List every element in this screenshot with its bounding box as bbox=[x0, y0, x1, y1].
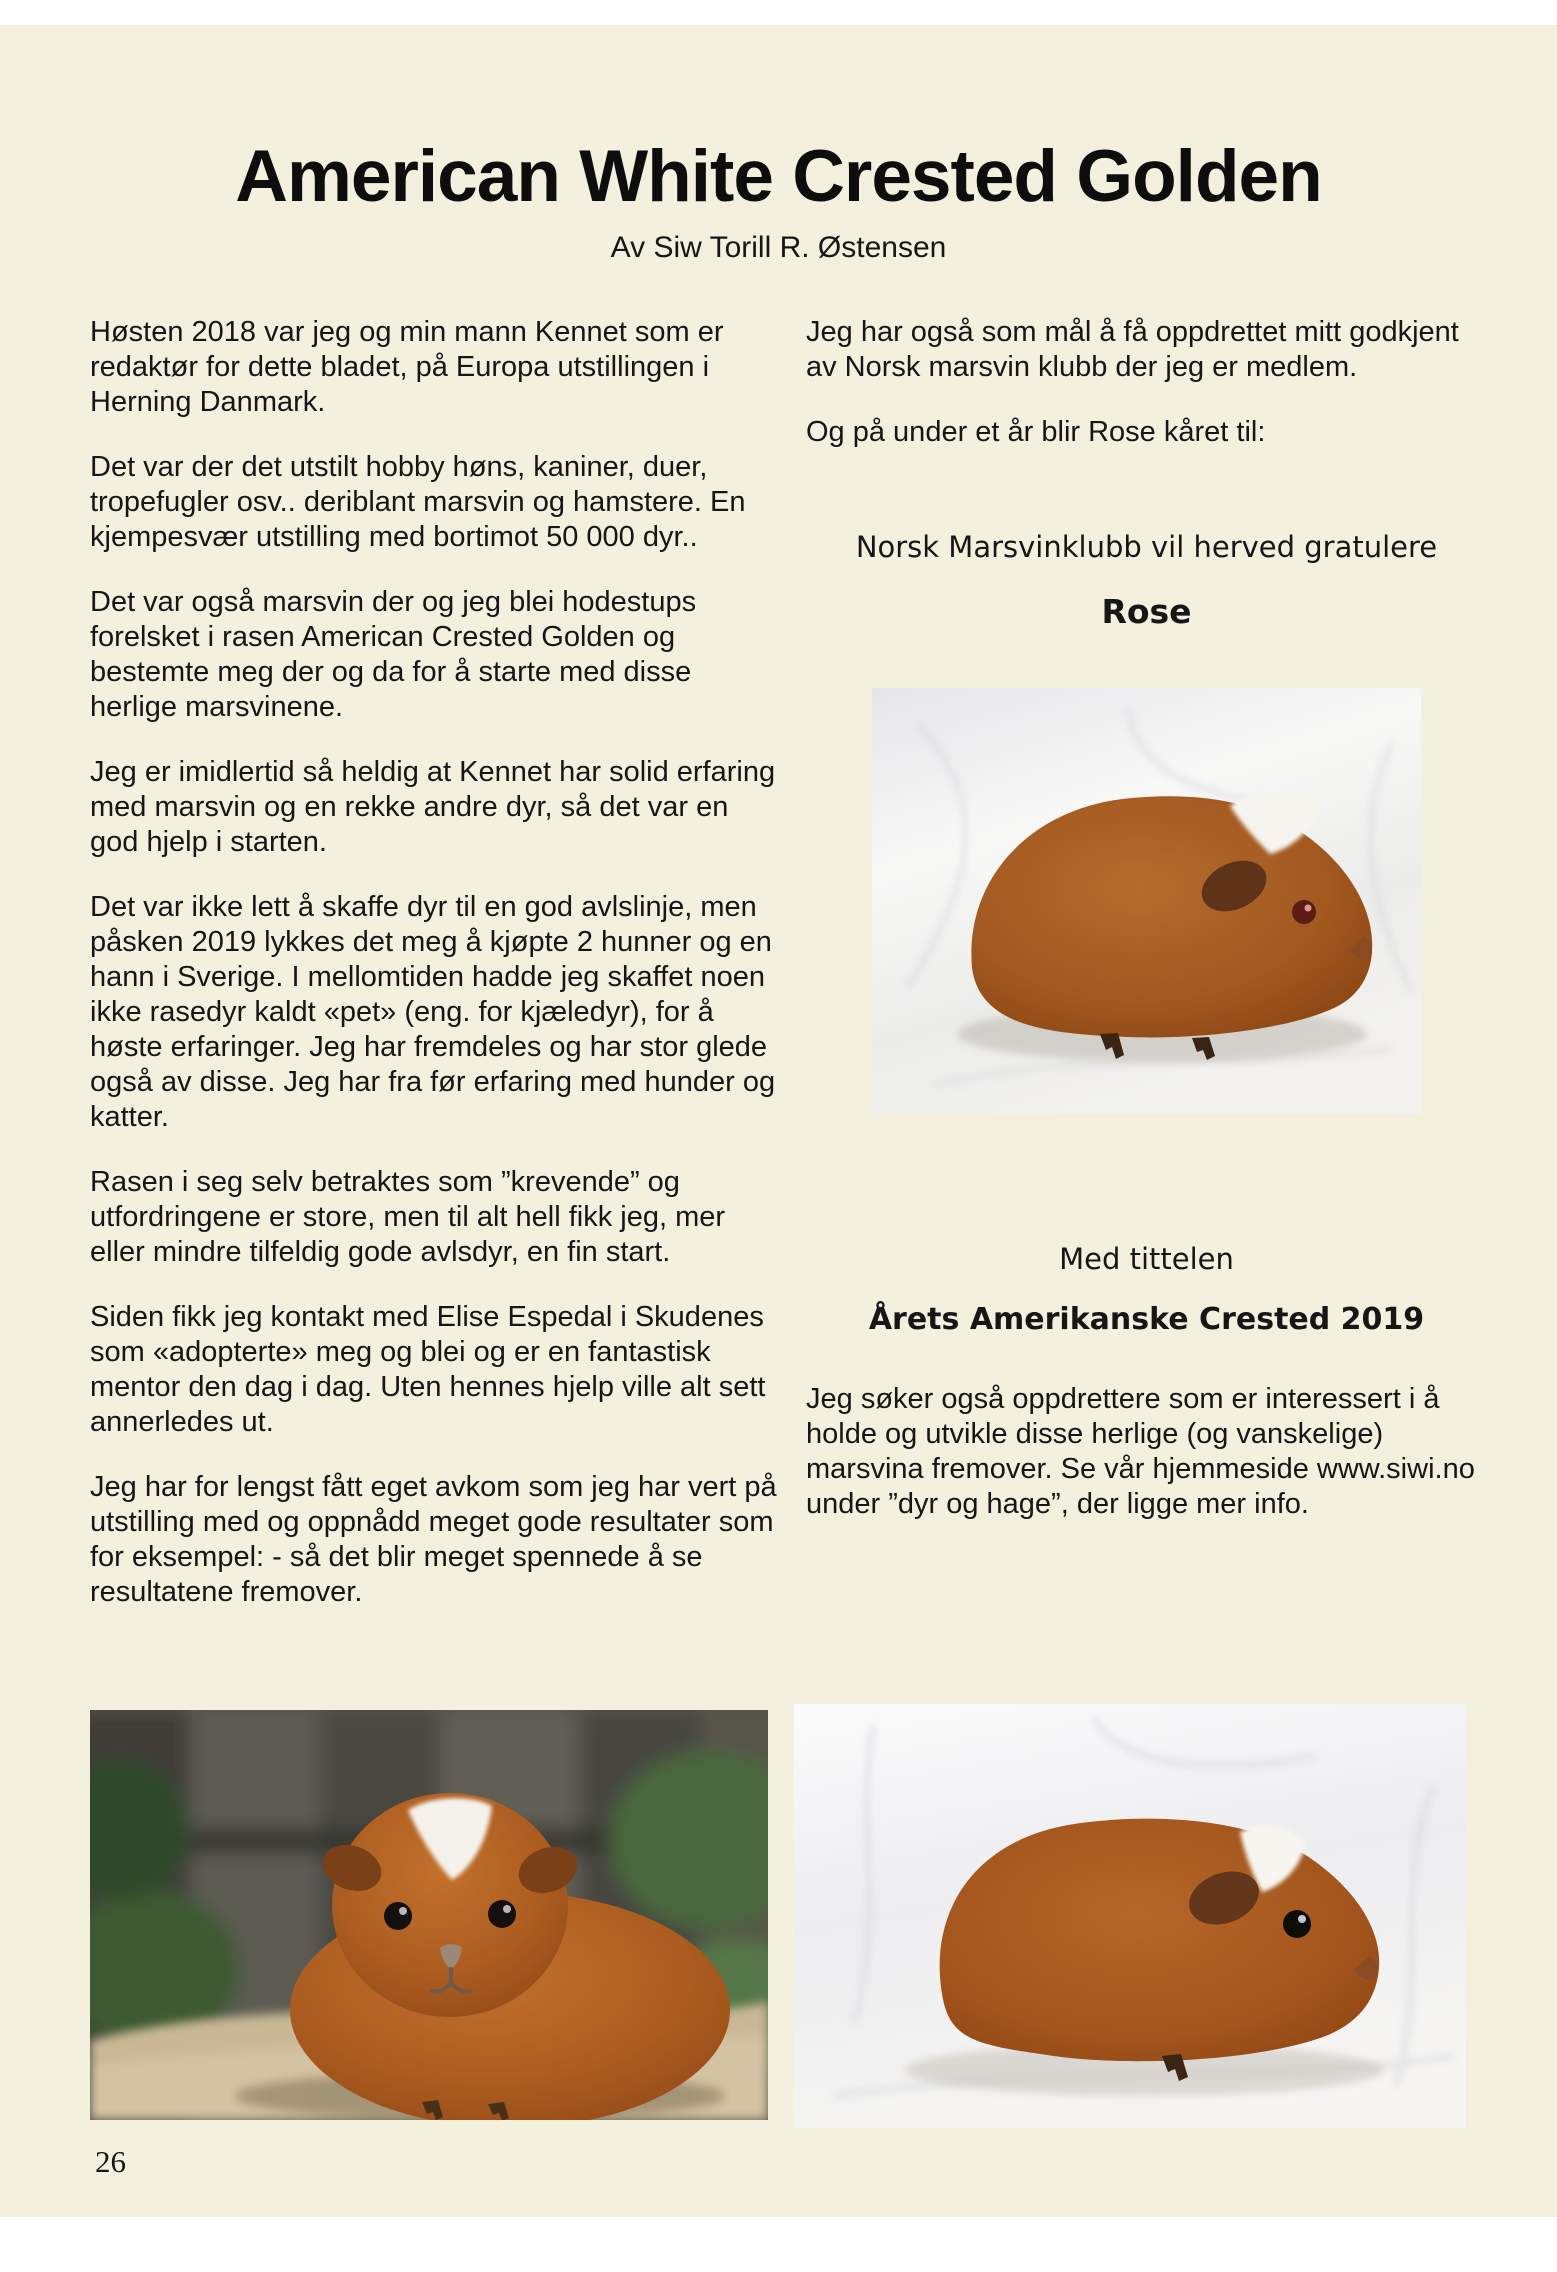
body-paragraph: Jeg har for lengst fått eget avkom som jeg har vert på utstilling med og oppnådd meget gode resultater som for eksempel: - så det blir meget spennede å se resultatene fremover. bbox=[90, 1471, 777, 1608]
congratulation-line: Norsk Marsvinklubb vil herved gratulere bbox=[855, 530, 1438, 564]
byline: Av Siw Torill R. Østensen bbox=[610, 231, 947, 264]
page-number: 26 bbox=[95, 2144, 126, 2179]
rose-photo bbox=[872, 688, 1421, 1114]
body-paragraph: Og på under et år blir Rose kåret til: bbox=[806, 416, 1266, 448]
body-paragraph: Det var der det utstilt hobby høns, kaniner, duer, tropefugler osv.. deriblant marsvin og hamstere. En kjempesvær utstilling med bortimot 50 000 dyr.. bbox=[90, 451, 746, 553]
award-intro: Med tittelen bbox=[1059, 1242, 1234, 1276]
body-paragraph: Det var ikke lett å skaffe dyr til en god avlslinje, men påsken 2019 lykkes det meg å kjøpte 2 hunner og en hann i Sverige. I mellomtiden hadde jeg skaffet noen ikke rasedyr kaldt «pet» (eng. for kjæledyr), for å høste erfaringer. Jeg har fremdeles og har stor glede også av disse. Jeg har fra før erfaring med hunder og katter. bbox=[90, 891, 776, 1133]
award-title: Årets Amerikanske Crested 2019 bbox=[868, 1302, 1425, 1337]
two-column-layout bbox=[90, 315, 1557, 1640]
left-column bbox=[90, 315, 778, 1640]
body-paragraph: Jeg har også som mål å få oppdrettet mitt godkjent av Norsk marsvin klubb der jeg er medlem. bbox=[806, 316, 1459, 383]
page-title: American White Crested Golden bbox=[235, 136, 1322, 217]
right-column bbox=[806, 315, 1487, 1640]
body-paragraph: Siden fikk jeg kontakt med Elise Espedal i Skudenes som «adopterte» meg og blei og er en fantastisk mentor den dag i dag. Uten hennes hjelp ville alt sett annerledes ut. bbox=[90, 1301, 766, 1438]
body-paragraph: Det var også marsvin der og jeg blei hodestups forelsket i rasen American Crested Golden og bestemte meg der og da for å starte med disse herlige marsvinene. bbox=[90, 586, 697, 723]
side-view-guinea-pig-photo bbox=[794, 1704, 1466, 2128]
body-paragraph: Jeg er imidlertid så heldig at Kennet har solid erfaring med marsvin og en rekke andre dyr, så det var en god hjelp i starten. bbox=[90, 756, 776, 858]
body-paragraph: Jeg søker også oppdrettere som er interessert i å holde og utvikle disse herlige (og vanskelige) marsvina fremover. Se vår hjemmeside www.siwi.no under ”dyr og hage”, der ligge mer info. bbox=[806, 1383, 1475, 1520]
outdoor-photo-illustration bbox=[90, 1710, 768, 2120]
body-paragraph: Rasen i seg selv betraktes som ”krevende” og utfordringene er store, men til alt hell fikk jeg, mer eller mindre tilfeldig gode avlsdyr, en fin start. bbox=[90, 1166, 726, 1268]
guinea-pig-name: Rose bbox=[1101, 592, 1192, 631]
outdoor-guinea-pig-photo bbox=[90, 1710, 768, 2120]
side-view-photo-illustration bbox=[794, 1704, 1466, 2128]
magazine-page bbox=[0, 25, 1557, 2217]
body-paragraph: Høsten 2018 var jeg og min mann Kennet som er redaktør for dette bladet, på Europa utstillingen i Herning Danmark. bbox=[90, 316, 724, 418]
rose-photo-illustration bbox=[872, 688, 1421, 1114]
bottom-photo-row bbox=[90, 1710, 1557, 2128]
